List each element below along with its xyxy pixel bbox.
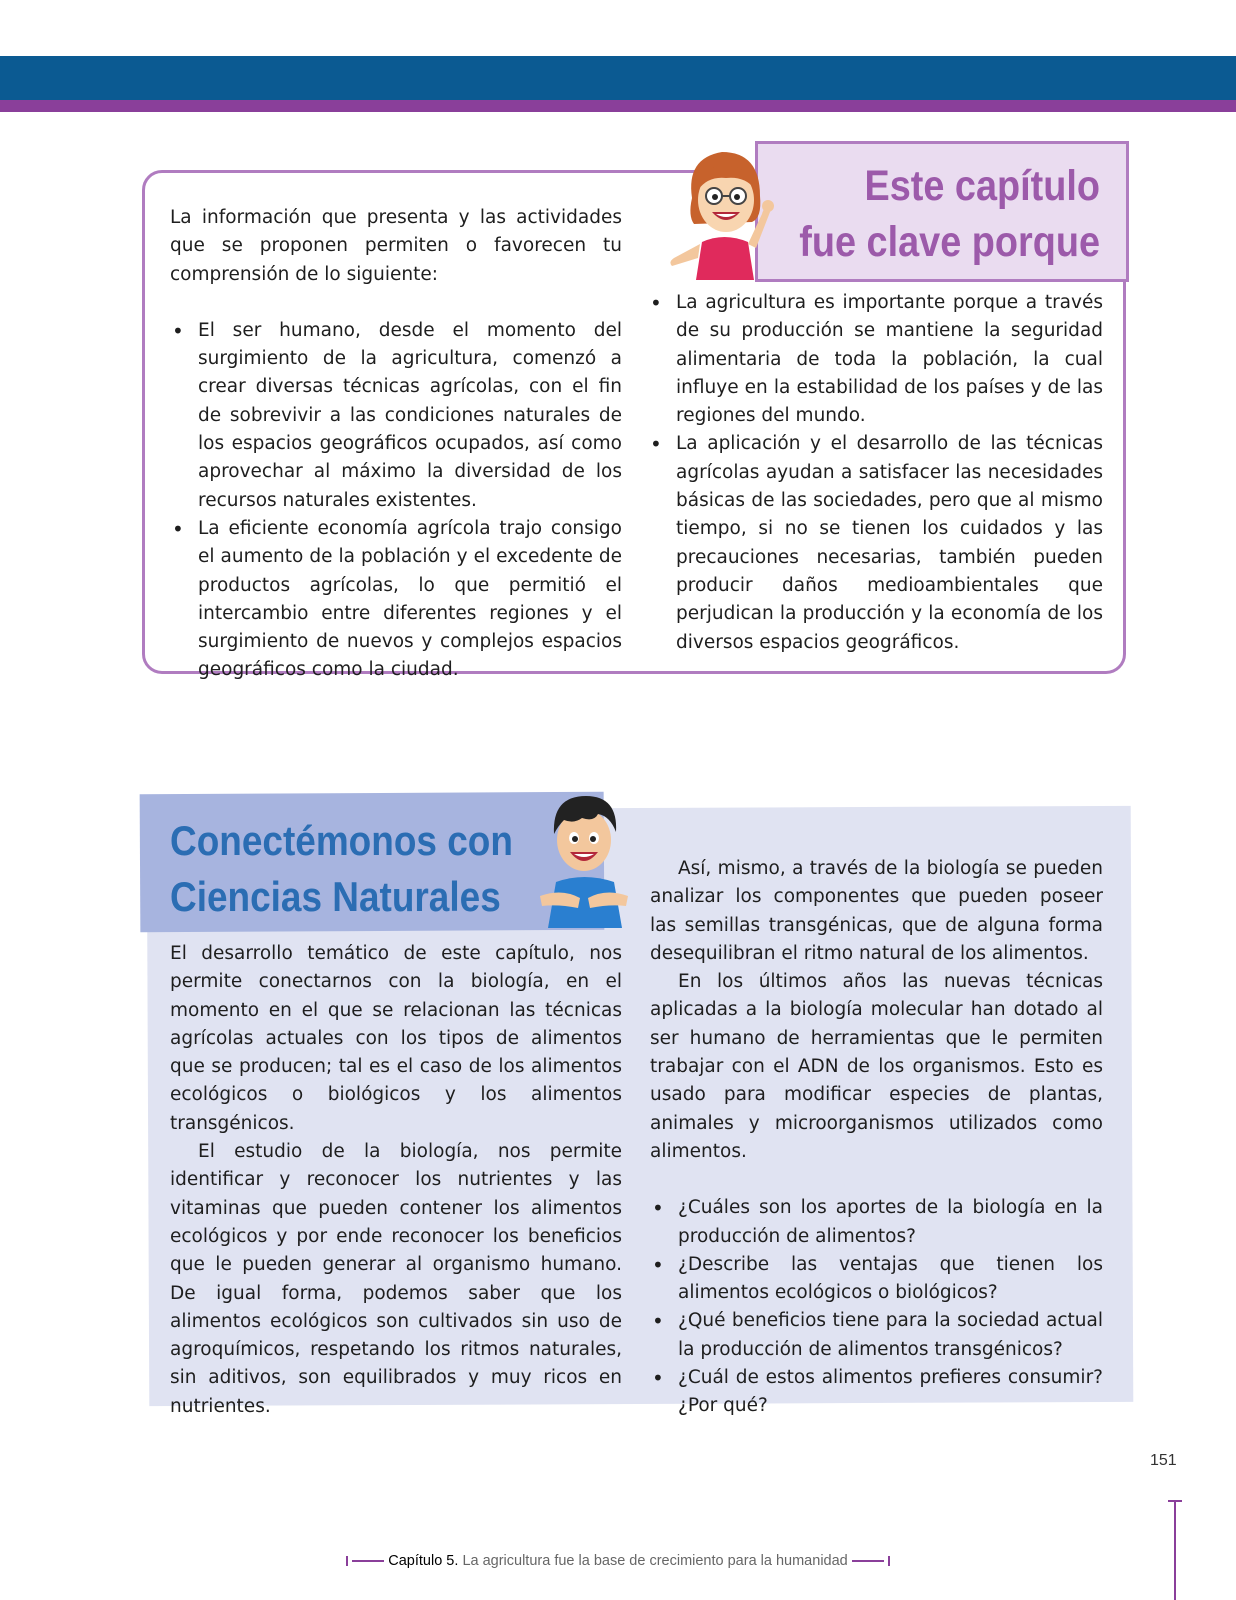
boy-character-icon [534, 788, 634, 928]
clave-right-list [648, 289, 1103, 657]
ciencias-title-line2: Ciencias Naturales [170, 873, 501, 920]
footer-rule-left [352, 1560, 384, 1562]
question-item: • ¿Qué beneficios tiene para la sociedad actual la producción de alimentos transgénicos? [650, 1307, 1103, 1364]
footer-rule-right [852, 1560, 884, 1562]
page-number: 151 [1150, 1452, 1177, 1469]
top-bar [0, 56, 1236, 100]
ciencias-title [170, 813, 513, 925]
top-bar-stripe [0, 100, 1236, 112]
clave-right-bullet: • La aplicación y el desarrollo de las técnicas agrícolas ayudan a satisfacer las necesidades básicas de las sociedades, pero que al mismo tiempo, si no se tienen los cuidados y las precauciones necesarias, también pueden producir daños medioambientales que perjudican la producción y la economía de los diversos espacios geográficos. [648, 430, 1103, 656]
clave-intro: La información que presenta y las actividades que se proponen permiten o favorecen tu comprensión de lo siguiente: [170, 207, 622, 285]
clave-left-column [170, 204, 622, 685]
question-item: • ¿Describe las ventajas que tienen los alimentos ecológicos o biológicos? [650, 1251, 1103, 1308]
clave-right-bullet: • La agricultura es importante porque a través de su producción se mantiene la seguridad alimentaria de toda la población, la cual influye en la estabilidad de los países y de las regiones del mundo. [648, 289, 1103, 430]
girl-character-icon [664, 140, 784, 280]
clave-title-line2: fue clave porque [799, 218, 1100, 266]
ciencias-left-paragraph-2: El estudio de la biología, nos permite identificar y reconocer los nutrientes y las vitaminas que pueden contener los alimentos ecológicos y por ende reconocer los beneficios que le pueden generar al organismo humano. De igual forma, podemos saber que los alimentos ecológicos son cultivados sin uso de agroquímicos, respetando los ritmos naturales, sin aditivos, son equilibrados y muy ricos en nutrientes. [170, 1141, 622, 1417]
margin-rule [1174, 1500, 1176, 1600]
ciencias-right-paragraph-1: Así, mismo, a través de la biología se pueden analizar los componentes que pueden poseer las semillas transgénicas, que de alguna forma desequilibran el ritmo natural de los alimentos. [650, 858, 1103, 964]
footer-rule-cap-left [346, 1556, 348, 1566]
question-item: • ¿Cuáles son los aportes de la biología en la producción de alimentos? [650, 1194, 1103, 1251]
footer-rule-cap-right [888, 1556, 890, 1566]
ciencias-left-column [170, 940, 622, 1421]
clave-title-line1: Este capítulo [864, 162, 1100, 210]
clave-left-list [170, 317, 622, 685]
ciencias-title-line1: Conectémonos con [170, 817, 513, 864]
questions-list [650, 1194, 1103, 1420]
footer-subtitle: La agricultura fue la base de crecimiento para la humanidad [462, 1553, 848, 1569]
question-item: • ¿Cuál de estos alimentos prefieres consumir? ¿Por qué? [650, 1364, 1103, 1421]
ciencias-right-paragraph-2: En los últimos años las nuevas técnicas aplicadas a la biología molecular han dotado al ser humano de herramientas que le permiten trabajar con el ADN de los organismos. Esto es usado para modificar especies de plantas, animales y microorganismos utilizados como alimentos. [650, 971, 1103, 1162]
ciencias-left-paragraph-1: El desarrollo temático de este capítulo, nos permite conectarnos con la biología, en el momento en el que se relacionan las técnicas agrícolas actuales con los tipos de alimentos que se producen; tal es el caso de los alimentos ecológicos o biológicos y los alimentos transgénicos. [170, 943, 622, 1134]
footer [0, 1553, 1236, 1569]
clave-left-bullet: • La eficiente economía agrícola trajo consigo el aumento de la población y el excedente de productos agrícolas, lo que permitió el intercambio entre diferentes regiones y el surgimiento de nuevos y complejos espacios geográficos como la ciudad. [170, 515, 622, 685]
clave-right-column [648, 289, 1103, 657]
ciencias-right-column [650, 855, 1103, 1421]
footer-chapter: Capítulo 5. [388, 1553, 459, 1569]
clave-left-bullet: • El ser humano, desde el momento del surgimiento de la agricultura, comenzó a crear diversas técnicas agrícolas, con el fin de sobrevivir a las condiciones naturales de los espacios geográficos ocupados, así como aprovechar al máximo la diversidad de los recursos naturales existentes. [170, 317, 622, 515]
clave-header [755, 141, 1129, 282]
